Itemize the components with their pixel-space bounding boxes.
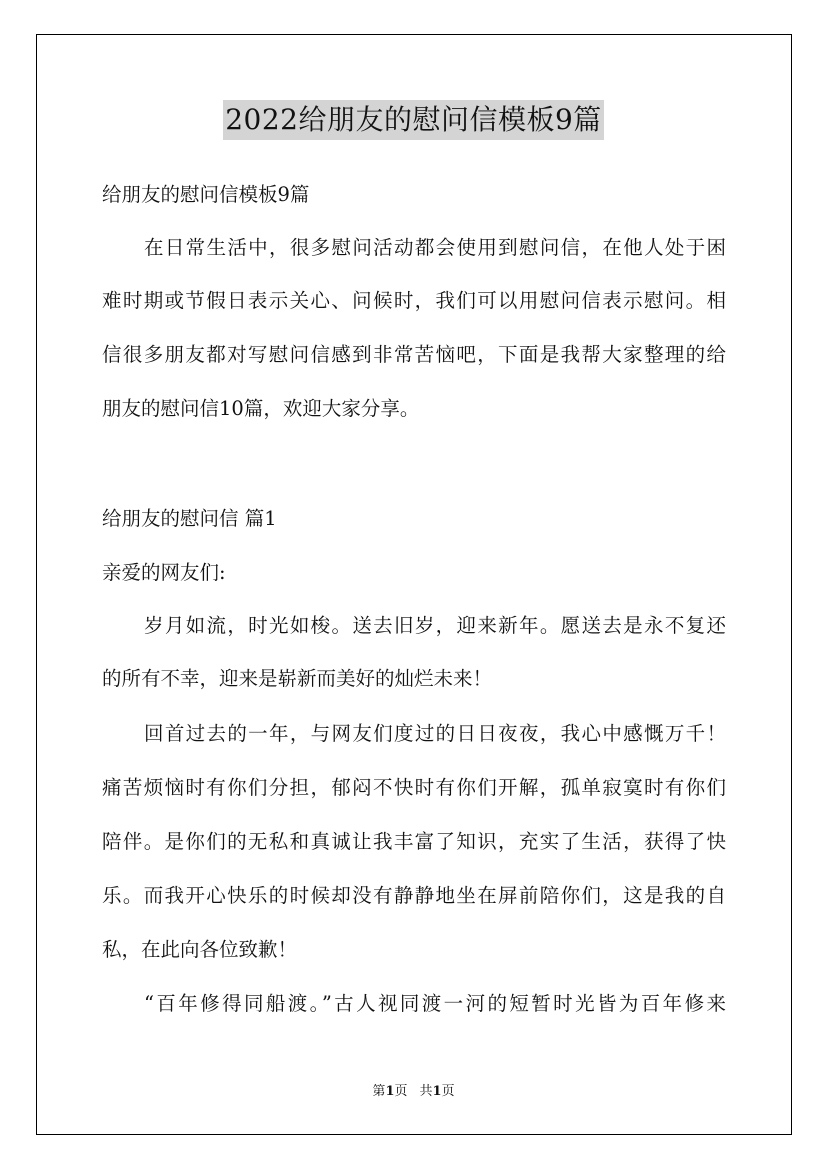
title-container	[0, 100, 827, 140]
section-heading: 给朋友的慰问信 篇1	[102, 507, 277, 530]
paragraph-line: “百年修得同船渡。”古人视同渡一河的短暂时光皆为百年修来	[144, 992, 726, 1015]
paragraph-line: 难时期或节假日表示关心、问候时，我们可以用慰问信表示慰问。相	[102, 289, 726, 312]
paragraph-line: 信很多朋友都对写慰问信感到非常苦恼吧，下面是我帮大家整理的给	[102, 343, 726, 366]
document-subtitle: 给朋友的慰问信模板9篇	[102, 183, 310, 206]
letter-greeting: 亲爱的网友们:	[102, 561, 226, 584]
paragraph-line: 乐。而我开心快乐的时候却没有静静地坐在屏前陪你们，这是我的自	[102, 884, 726, 907]
total-label-suffix: 页	[441, 1084, 455, 1099]
paragraph-line: 的所有不幸，迎来是崭新而美好的灿烂未来！	[102, 667, 493, 690]
paragraph-line: 痛苦烦恼时有你们分担，郁闷不快时有你们开解，孤单寂寞时有你们	[102, 776, 726, 799]
paragraph-line: 在日常生活中，很多慰问活动都会使用到慰问信，在他人处于困	[144, 236, 726, 259]
paragraph-line: 私，在此向各位致歉！	[102, 938, 298, 961]
page-label-suffix: 页	[394, 1084, 408, 1099]
total-pages: 1	[432, 1084, 442, 1099]
document-title: 2022给朋友的慰问信模板9篇	[223, 100, 604, 140]
page-footer	[0, 1083, 827, 1101]
paragraph-line: 岁月如流，时光如梭。送去旧岁，迎来新年。愿送去是永不复还	[144, 614, 726, 637]
paragraph-line: 回首过去的一年，与网友们度过的日日夜夜，我心中感慨万千！	[144, 722, 726, 745]
paragraph-line: 陪伴。是你们的无私和真诚让我丰富了知识，充实了生活，获得了快	[102, 830, 726, 853]
total-label-prefix: 共	[419, 1084, 433, 1099]
page-number: 1	[385, 1084, 395, 1099]
page-label-prefix: 第	[372, 1084, 386, 1099]
paragraph-line: 朋友的慰问信10篇，欢迎大家分享。	[102, 397, 420, 420]
